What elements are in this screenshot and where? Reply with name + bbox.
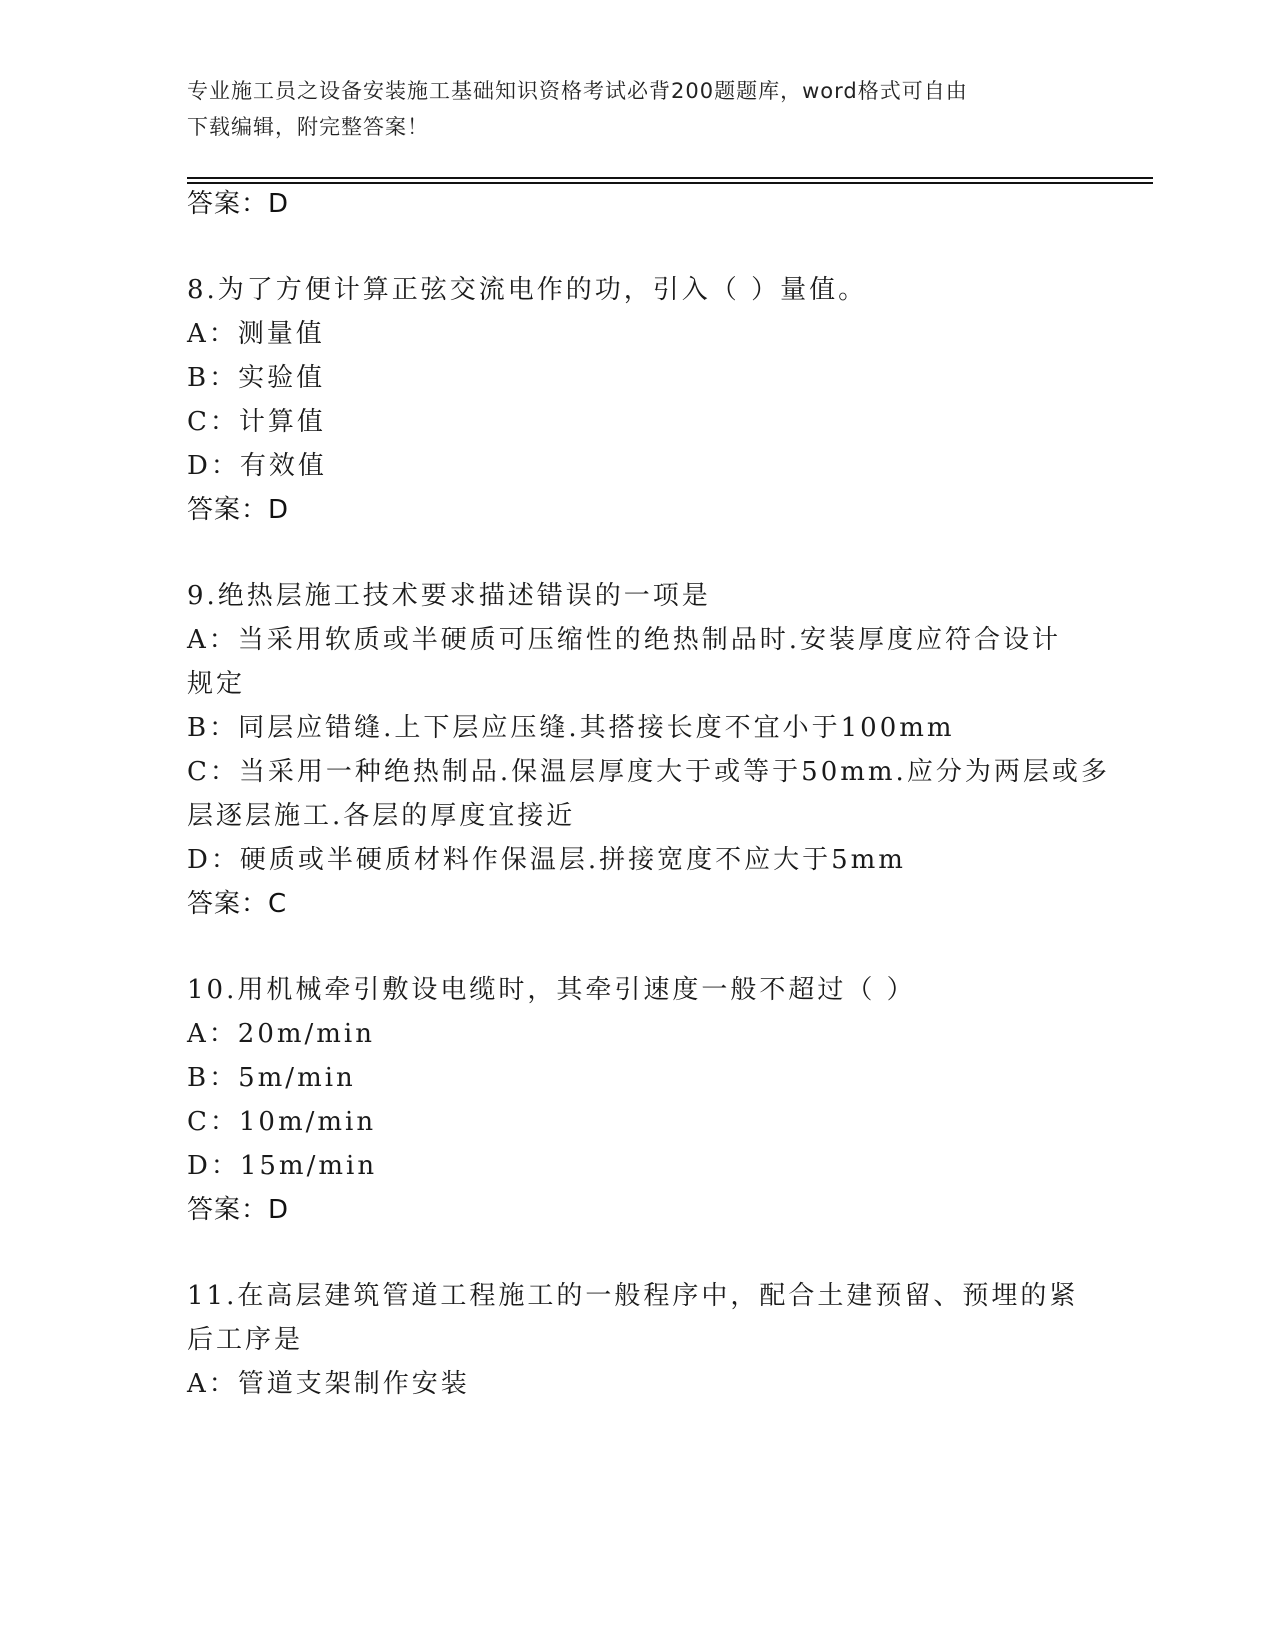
question-10-answer: 答案：D <box>187 1195 290 1225</box>
question-9-stem: 9.绝热层施工技术要求描述错误的一项是 <box>187 581 711 611</box>
header-divider-bottom <box>187 182 1153 184</box>
question-8-option-c: C：计算值 <box>187 407 326 437</box>
question-9-option-c-line-2: 层逐层施工.各层的厚度宜接近 <box>187 801 576 831</box>
question-10-option-c: C：10m/min <box>187 1107 377 1137</box>
question-8-option-b: B：实验值 <box>187 363 326 393</box>
question-10-option-d: D：15m/min <box>187 1151 378 1181</box>
header-divider-top <box>187 177 1153 179</box>
question-10-option-a: A：20m/min <box>187 1019 375 1049</box>
question-9-option-b: B：同层应错缝.上下层应压缝.其搭接长度不宜小于100mm <box>187 713 955 743</box>
question-11-option-a: A：管道支架制作安装 <box>187 1369 470 1399</box>
question-9-answer: 答案：C <box>187 889 288 919</box>
question-8-option-d: D：有效值 <box>187 451 327 481</box>
question-8-answer: 答案：D <box>187 495 290 525</box>
question-10-option-b: B：5m/min <box>187 1063 356 1093</box>
question-11-stem-line-2: 后工序是 <box>187 1325 304 1355</box>
header-line-2: 下载编辑，附完整答案！ <box>187 115 429 139</box>
question-10-stem: 10.用机械牵引敷设电缆时，其牵引速度一般不超过（ ） <box>187 975 916 1005</box>
question-9-option-c-line-1: C：当采用一种绝热制品.保温层厚度大于或等于50mm.应分为两层或多 <box>187 757 1110 787</box>
question-8-option-a: A：测量值 <box>187 319 325 349</box>
question-9-option-d: D：硬质或半硬质材料作保温层.拼接宽度不应大于5mm <box>187 845 906 875</box>
header-line-1: 专业施工员之设备安装施工基础知识资格考试必背200题题库，word格式可自由 <box>187 79 968 103</box>
question-9-option-a-line-1: A：当采用软质或半硬质可压缩性的绝热制品时.安装厚度应符合设计 <box>187 625 1062 655</box>
question-9-option-a-line-2: 规定 <box>187 669 246 699</box>
previous-answer: 答案：D <box>187 189 290 219</box>
question-8-stem: 8.为了方便计算正弦交流电作的功，引入（ ）量值。 <box>187 275 868 305</box>
page-header <box>187 73 1087 145</box>
question-11-stem-line-1: 11.在高层建筑管道工程施工的一般程序中，配合土建预留、预埋的紧 <box>187 1281 1079 1311</box>
